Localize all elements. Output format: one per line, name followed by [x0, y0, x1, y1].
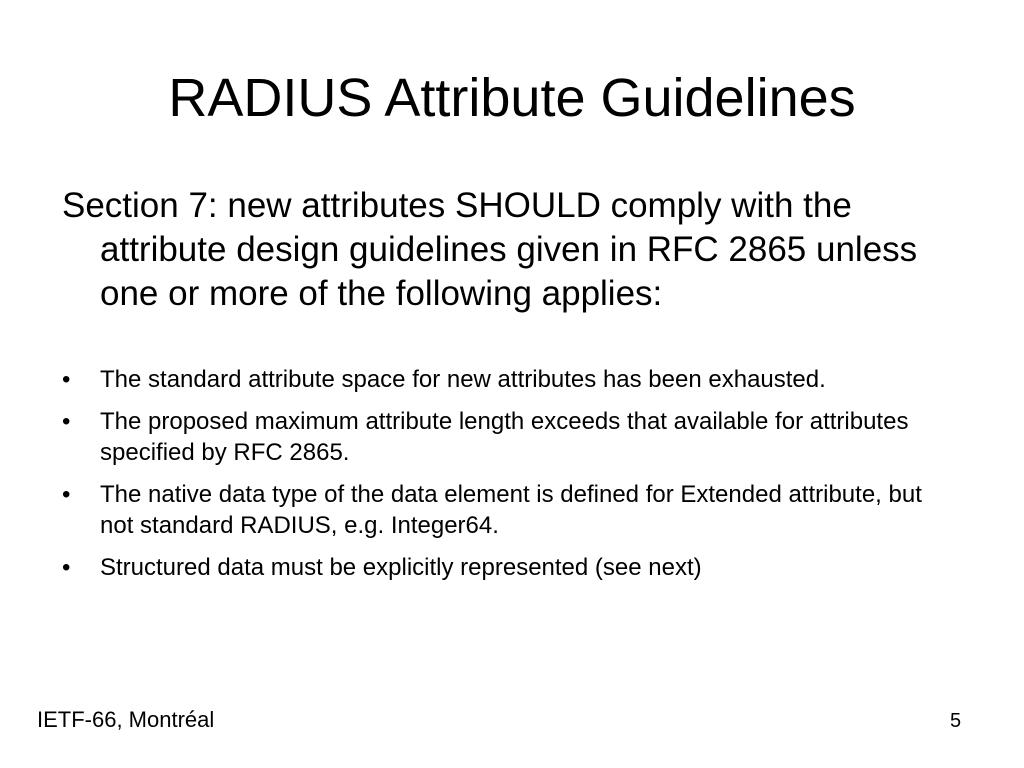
- bullet-text: The standard attribute space for new attributes has been exhausted.: [100, 366, 826, 393]
- bullet-marker: •: [62, 481, 71, 508]
- bullet-text: Structured data must be explicitly represented (see next): [100, 554, 702, 581]
- bullet-text: The proposed maximum attribute length exceeds that available for attributes specified by RFC 2865.: [100, 408, 909, 466]
- bullet-marker: •: [62, 366, 71, 393]
- bullet-item: [62, 552, 922, 583]
- bullet-item: [62, 406, 922, 468]
- bullet-item: [62, 479, 922, 541]
- intro-paragraph: Section 7: new attributes SHOULD comply with the attribute design guidelines given in RFC 2865 unless one or more of the following applies:: [62, 186, 918, 313]
- bullet-marker: •: [62, 554, 71, 581]
- bullet-marker: •: [62, 408, 71, 435]
- footer-venue: IETF-66, Montréal: [37, 707, 215, 732]
- bullet-list: [62, 364, 922, 594]
- slide-title: RADIUS Attribute Guidelines: [168, 68, 856, 128]
- bullet-item: [62, 364, 922, 395]
- bullet-text: The native data type of the data element is defined for Extended attribute, but not standard RADIUS, e.g. Integer64.: [100, 481, 922, 539]
- page-number: 5: [950, 710, 962, 732]
